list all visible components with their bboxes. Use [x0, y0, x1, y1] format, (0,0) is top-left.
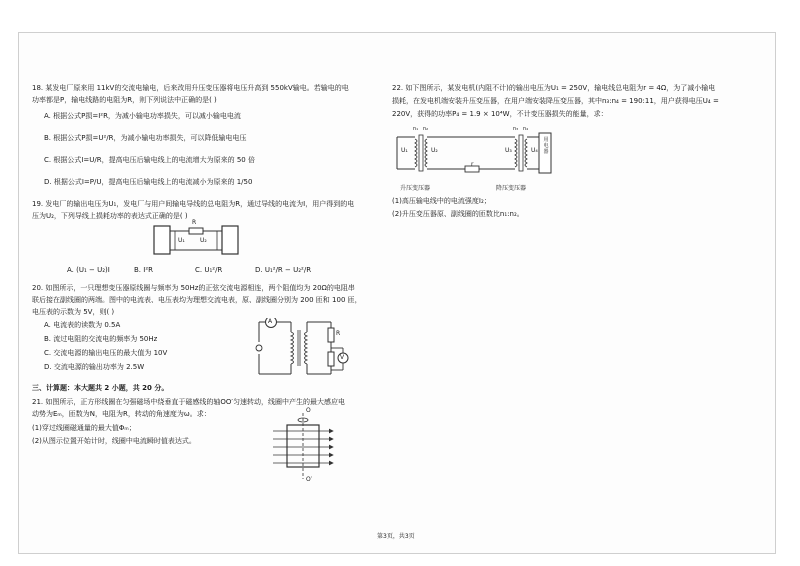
q20-transformer-circuit-figure — [251, 318, 351, 380]
q19-fig-label-r: R — [192, 219, 197, 226]
q22-part-2: (2)升压变压器原、副线圈的匝数比n₁:n₂。 — [392, 210, 524, 218]
q19-stem-line1: 19. 发电厂的输出电压为U₁，发电厂与用户间输电导线的总电阻为R，通过导线的电流为I，用户得到的电 — [32, 200, 355, 208]
q22-fig-label-u1: U₁ — [401, 147, 408, 154]
q21-fig-axis-top-label: O — [306, 407, 311, 414]
q22-fig-label-n1: n₁ — [413, 126, 419, 132]
q22-fig-label-u4: U₄ — [531, 147, 538, 154]
q18-stem-line1: 18. 某发电厂原来用 11kV的交流电输电，后来改用升压变压器将电压升高到 550kV输电。若输电的电 — [32, 84, 349, 92]
q22-transmission-figure — [393, 127, 553, 183]
q21-rotating-coil-figure — [267, 411, 339, 481]
q18-option-d: D. 根据公式I=P/U，提高电压后输电线上的电流减小为原来的 1/50 — [44, 178, 253, 186]
q20-stem-line3: 电压表的示数为 5V，则( ) — [32, 308, 115, 316]
q19-circuit-figure — [151, 219, 243, 259]
q20-option-b: B. 流过电阻的交流电的频率为 50Hz — [44, 335, 158, 343]
q20-fig-ammeter-label: A — [268, 318, 273, 325]
q22-stem-line3: 220V，获得的功率P₄ = 1.9 × 10⁴W，不计变压器损失的能量，求： — [392, 110, 608, 118]
q21-part-2: (2)从图示位置开始计时，线圈中电流瞬时值表达式。 — [32, 437, 196, 445]
q21-stem-line2: 动势为Eₘ，匝数为N，电阻为R，转动的角速度为ω。求： — [32, 410, 211, 418]
q20-option-a: A. 电流表的读数为 0.5A — [44, 321, 121, 329]
q22-fig-label-n2: n₂ — [423, 126, 429, 132]
q20-option-c: C. 交流电源的输出电压的最大值为 10V — [44, 349, 168, 357]
q20-stem-line2: 联后接在副线圈的两端。图中的电流表、电压表均为理想交流电表，原、副线圈分别为 200 匝和 100 匝， — [32, 296, 362, 304]
q19-option-a: A. (U₁ − U₂)I — [67, 266, 110, 274]
q21-fig-axis-bottom-label: O′ — [306, 476, 313, 483]
q22-fig-label-n3: n₃ — [513, 126, 519, 132]
q20-fig-resistor-label-top: R — [336, 330, 341, 337]
q20-option-d: D. 交流电源的输出功率为 2.5W — [44, 363, 145, 371]
exam-page — [18, 32, 776, 554]
q22-step-down-caption: 降压变压器 — [496, 185, 527, 192]
q20-stem-line1: 20. 如图所示，一只理想变压器原线圈与频率为 50Hz的正弦交流电源相连，两个阻值均为 20Ω的电阻串 — [32, 284, 355, 292]
q19-stem-line2: 压为U₂，下列导线上损耗功率的表达式正确的是( ) — [32, 212, 188, 220]
q19-option-b: B. I²R — [134, 266, 153, 274]
q22-stem-line1: 22. 如下图所示，某发电机(内阻不计)的输出电压为U₁ = 250V，输电线总电阻为r = 4Ω，为了减小输电 — [392, 84, 716, 92]
q18-option-a: A. 根据公式P损=I²R，为减小输电功率损失，可以减小输电电流 — [44, 112, 241, 120]
q22-step-up-caption: 升压变压器 — [400, 185, 431, 192]
q22-stem-line2: 损耗，在发电机端安装升压变压器，在用户端安装降压变压器，其中n₃:n₄ = 190:11，用户获得电压U₄ = — [392, 97, 719, 105]
q22-fig-label-n4: n₄ — [523, 126, 529, 132]
q22-fig-label-r: r — [471, 161, 474, 168]
q18-stem-line2: 功率都是P，输电线路的电阻为R，则下列说法中正确的是( ) — [32, 96, 217, 104]
q19-fig-label-u1: U₁ — [178, 237, 185, 244]
q18-option-b: B. 根据公式P损=U²/R，为减小输电功率损失，可以降低输电电压 — [44, 134, 247, 142]
q22-part-1: (1)高压输电线中的电流强度I₂； — [392, 197, 491, 205]
q19-option-c: C. U₁²/R — [195, 266, 223, 274]
q19-option-d: D. U₁²/R − U₂²/R — [255, 266, 312, 274]
q21-part-1: (1)穿过线圈磁通量的最大值Φₘ； — [32, 424, 136, 432]
section-3-heading: 三、计算题：本大题共 2 小题，共 20 分。 — [32, 384, 169, 392]
page-footer: 第3页，共3页 — [377, 533, 415, 540]
q22-fig-label-u3: U₃ — [505, 147, 512, 154]
q19-fig-label-u2: U₂ — [200, 237, 207, 244]
q20-fig-voltmeter-label: V — [340, 354, 345, 361]
q18-option-c: C. 根据公式I=U/R，提高电压后输电线上的电流增大为原来的 50 倍 — [44, 156, 255, 164]
q22-fig-label-u2: U₂ — [431, 147, 438, 154]
q21-stem-line1: 21. 如图所示，正方形线圈在匀强磁场中绕垂直于磁感线的轴OO′匀速转动，线圈中产生的最大感应电 — [32, 398, 345, 406]
q22-fig-user-appliance-label: 用电器 — [543, 137, 549, 155]
